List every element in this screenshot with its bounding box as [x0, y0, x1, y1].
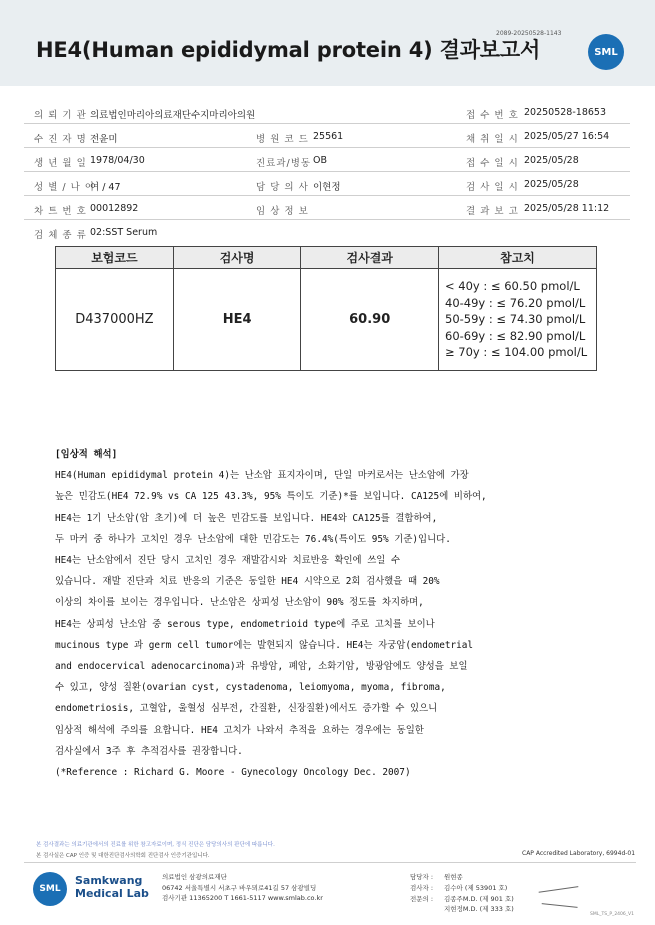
info-row-specimen: [24, 220, 630, 244]
footer-divider: [24, 862, 636, 863]
result-table-header: [56, 247, 597, 269]
interpretation-reference: (*Reference : Richard G. Moore - Gynecology Oncology Dec. 2007): [55, 767, 411, 779]
clinical-interpretation: [55, 444, 575, 783]
staff-role: 담당자 :: [410, 873, 434, 881]
brand-line-2: Medical Lab: [75, 887, 149, 900]
staff-row: [410, 872, 514, 883]
cap-accreditation: CAP Accredited Laboratory, 6994d-01: [522, 850, 636, 857]
interpretation-heading: [임상적 해석]: [55, 449, 118, 460]
patient-value: 전윤미: [90, 134, 118, 145]
staff-row: [410, 883, 514, 894]
tested-label: 검 사 일 시: [466, 182, 519, 193]
dob-value: 1978/04/30: [90, 155, 145, 166]
sex-age-label: 성 별 / 나 이: [34, 182, 95, 193]
footer-accreditation: 본 검사실은 CAP 인증 및 대한진단검사의학회 진단검사 인증기관입니다.: [36, 853, 210, 859]
reference-line: 50-59y : ≤ 74.30 pmol/L: [445, 312, 586, 327]
info-row-dob: [24, 148, 630, 172]
sml-logo-icon: [588, 34, 624, 70]
hospital-label: 의 뢰 기 관: [34, 110, 87, 121]
received-label: 접 수 일 시: [466, 158, 519, 169]
reference-line: 40-49y : ≤ 76.20 pmol/L: [445, 295, 586, 310]
hospital-code-value: 25561: [313, 131, 344, 142]
staff-row: [410, 904, 514, 915]
footer-address: [162, 872, 323, 904]
interpretation-line: 임상적 해석에 주의를 요합니다. HE4 고치가 나와서 추적을 요하는 경우에는 동일한: [55, 724, 424, 736]
col-header-test: 검사명: [173, 247, 301, 269]
footer-addr: 06742 서울특별시 서초구 바우뫼로41길 57 삼광빌딩: [162, 883, 317, 892]
received-value: 2025/05/28: [524, 155, 579, 166]
doctor-label: 담 당 의 사: [256, 182, 309, 193]
sex-age-value: 여 / 47: [90, 182, 121, 193]
info-row-sex-age: [24, 172, 630, 196]
reception-no-label: 접 수 번 호: [466, 110, 519, 121]
interpretation-line: HE4는 상피성 난소암 중 serous type, endometrioid type에 주로 고치를 보이나: [55, 618, 435, 630]
form-code: SML_TS_P_2406_V1: [590, 912, 634, 917]
hospital-code-label: 병 원 코 드: [256, 134, 309, 145]
patient-label: 수 진 자 명: [34, 134, 87, 145]
footer-staff: [410, 872, 514, 915]
footer-contact: 검사기관 11365200 T 1661-5117 www.smlab.co.kr: [162, 894, 323, 902]
insurance-code: D437000HZ: [56, 269, 174, 371]
report-label: 결 과 보 고: [466, 206, 519, 217]
hospital-value: 의료법인마리아의료재단수지마리아의원: [90, 110, 256, 121]
document-number: 2089-20250528-1143: [496, 30, 562, 37]
interpretation-line: 있습니다. 재발 진단과 치료 반응의 기준은 동일한 HE4 시약으로 2회 검사했을 때 20%: [55, 576, 440, 588]
reception-no-value: 20250528-18653: [524, 107, 607, 118]
result-table: [55, 246, 597, 371]
staff-name: 지현정M.D. (제 333 호): [444, 905, 514, 914]
interpretation-line: 검사실에서 3주 후 추적검사를 권장합니다.: [55, 745, 243, 757]
collect-value: 2025/05/27 16:54: [524, 131, 610, 142]
table-row: [56, 269, 597, 371]
staff-name: 김종주M.D. (제 901 호): [444, 894, 514, 903]
info-row-patient: [24, 124, 630, 148]
logo-text: SML: [594, 46, 618, 58]
test-result: 60.90: [301, 269, 439, 371]
interpretation-line: and endocervical adenocarcinoma)과 유방암, 폐암, 소화기암, 방광암에도 양성을 보일: [55, 661, 468, 673]
dept-label: 진료과/병동: [256, 158, 312, 169]
report-value: 2025/05/28 11:12: [524, 203, 610, 214]
footer-logo-text: SML: [39, 884, 61, 894]
signature-icon: [542, 896, 579, 908]
specimen-value: 02:SST Serum: [90, 227, 158, 238]
dob-label: 생 년 월 일: [34, 158, 87, 169]
samkwang-logo-icon: [33, 872, 67, 906]
chart-value: 00012892: [90, 203, 139, 214]
col-header-code: 보험코드: [56, 247, 174, 269]
signature-icon: [538, 879, 579, 892]
interpretation-line: mucinous type 과 germ cell tumor에는 발현되지 않습니다. HE4는 자궁암(endometrial: [55, 639, 474, 651]
reference-line: 60-69y : ≤ 82.90 pmol/L: [445, 328, 586, 343]
interpretation-line: HE4는 1기 난소암(암 초기)에 더 높은 민감도를 보입니다. HE4와 CA125를 결합하여,: [55, 512, 438, 524]
clinical-label: 임 상 정 보: [256, 206, 309, 217]
dept-value: OB: [313, 155, 327, 166]
test-name: HE4: [173, 269, 301, 371]
interpretation-line: 높은 민감도(HE4 72.9% vs CA 125 43.3%, 95% 특이도 기준)*를 보입니다. CA125에 비하여,: [55, 491, 487, 503]
interpretation-line: HE4는 난소암에서 진단 당시 고치인 경우 재발감시와 치료반응 확인에 쓰일 수: [55, 555, 401, 567]
reference-values: [439, 269, 597, 371]
footer-brand: [75, 874, 149, 900]
reference-line: < 40y : ≤ 60.50 pmol/L: [445, 279, 580, 294]
staff-role: 검사자 :: [410, 883, 434, 892]
info-row-chart: [24, 196, 630, 220]
report-title: HE4(Human epididymal protein 4) 결과보고서: [36, 38, 541, 62]
staff-name: 원현종: [444, 873, 463, 881]
interpretation-line: 이상의 차이를 보이는 경우입니다. 난소암은 상피성 난소암이 90% 정도를 차지하며,: [55, 597, 424, 609]
footer-org: 의료법인 삼광의료재단: [162, 873, 227, 881]
specimen-label: 검 체 종 류: [34, 230, 87, 241]
col-header-result: 검사결과: [301, 247, 439, 269]
collect-label: 채 취 일 시: [466, 134, 519, 145]
interpretation-line: HE4(Human epididymal protein 4)는 난소암 표지자이며, 단일 마커로서는 난소암에 가장: [55, 470, 469, 482]
interpretation-line: endometriosis, 고혈압, 울혈성 심부전, 간질환, 신장질환)에서도 증가할 수 있으니: [55, 703, 438, 715]
tested-value: 2025/05/28: [524, 179, 579, 190]
chart-label: 차 트 번 호: [34, 206, 87, 217]
staff-name: 김수아 (제 53901 호): [444, 883, 508, 892]
doctor-value: 이현정: [313, 182, 341, 193]
col-header-reference: 참고치: [439, 247, 597, 269]
staff-row: [410, 894, 514, 905]
staff-role: 전문의 :: [410, 894, 434, 903]
footer-notice: 본 검사결과는 의료기관에서의 진료를 위한 참고자료이며, 정식 진단은 담당의사의 판단에 따릅니다.: [36, 842, 275, 848]
interpretation-line: 두 마커 중 하나가 고치인 경우 난소암에 대한 민감도는 76.4%(특이도 95% 기준)입니다.: [55, 533, 451, 545]
brand-line-1: Samkwang: [75, 874, 143, 887]
info-row-hospital: [24, 100, 630, 124]
interpretation-line: 수 있고, 양성 질환(ovarian cyst, cystadenoma, leiomyoma, myoma, fibroma,: [55, 682, 446, 694]
reference-line: ≥ 70y : ≤ 104.00 pmol/L: [445, 345, 588, 360]
report-header: [0, 0, 655, 86]
